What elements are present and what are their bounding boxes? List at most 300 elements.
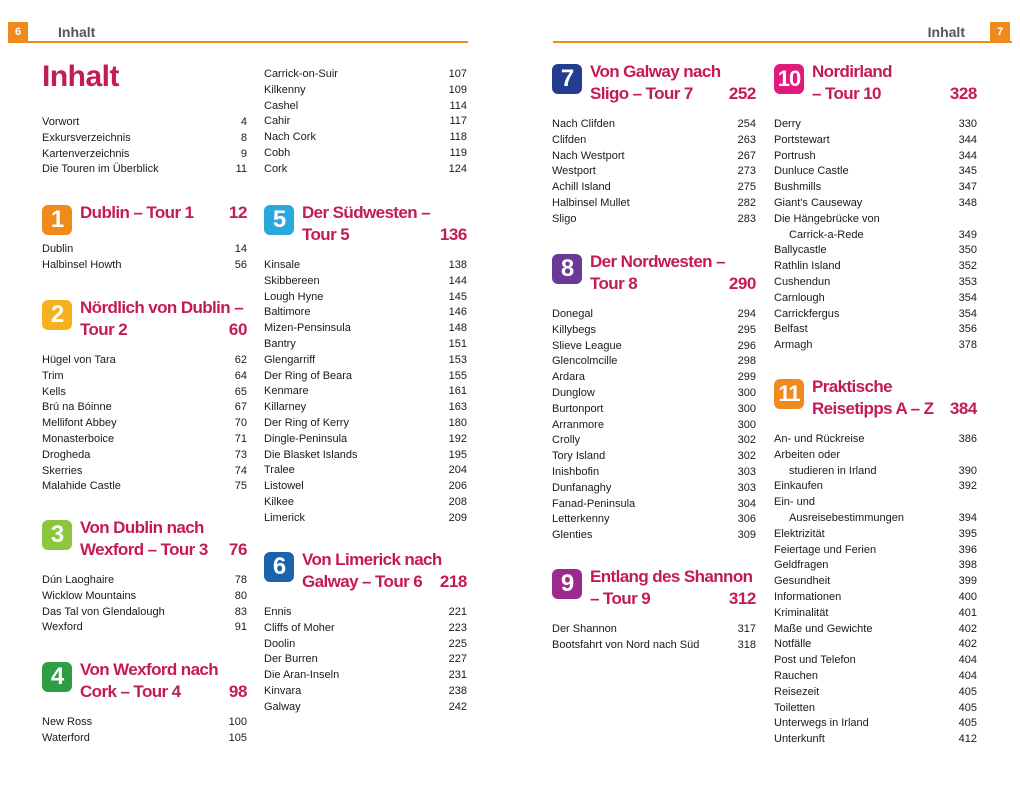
tour-number-badge: 10 bbox=[774, 64, 804, 94]
toc-entry bbox=[552, 637, 756, 653]
toc-entry-page: 153 bbox=[448, 353, 467, 366]
toc-entry-label: Mizen-Pensinsula bbox=[264, 322, 351, 335]
toc-entry-page: 146 bbox=[448, 306, 467, 319]
toc-entry-page: 283 bbox=[737, 212, 756, 225]
toc-entry-label: Die Hängebrücke von bbox=[774, 212, 880, 225]
toc-entry-label: Mellifont Abbey bbox=[42, 417, 117, 430]
toc-entry-label: Die Aran-Inseln bbox=[264, 669, 340, 682]
toc-entry bbox=[264, 336, 467, 352]
toc-entry bbox=[42, 431, 247, 447]
toc-entry bbox=[552, 163, 756, 179]
toc-entry-label: Donegal bbox=[552, 308, 593, 320]
toc-entry bbox=[774, 636, 977, 652]
toc-entry bbox=[552, 401, 756, 417]
toc-entry-label: Kinvara bbox=[264, 685, 302, 697]
toc-entry bbox=[774, 557, 977, 573]
toc-entry-page: 398 bbox=[958, 559, 977, 572]
toc-entry bbox=[264, 289, 467, 305]
toc-entry bbox=[552, 480, 756, 496]
toc-entry-label: Carnlough bbox=[774, 291, 825, 304]
tour-page-number: 218 bbox=[439, 572, 467, 591]
toc-entry-page: 306 bbox=[737, 513, 756, 526]
toc-entry-label: Dunglow bbox=[552, 387, 595, 399]
toc-entry-page: 399 bbox=[958, 575, 977, 588]
toc-entry bbox=[264, 636, 467, 652]
toc-entry-label: Hügel von Tara bbox=[42, 354, 116, 366]
toc-entry bbox=[552, 621, 756, 637]
toc-entry-label: Cahir bbox=[264, 115, 291, 128]
toc-entry-page: 4 bbox=[240, 116, 247, 128]
toc-entry bbox=[42, 572, 247, 588]
toc-entry-page: 344 bbox=[958, 149, 977, 162]
toc-entry bbox=[552, 306, 756, 322]
toc-entry-label: Slieve League bbox=[552, 339, 622, 352]
toc-entry-page: 83 bbox=[234, 605, 247, 618]
toc-entry-label: Der Burren bbox=[264, 653, 318, 666]
tour-title-line2: Galway – Tour 6 bbox=[302, 572, 423, 591]
tour-number-badge: 6 bbox=[264, 552, 294, 582]
tour-number-badge: 9 bbox=[552, 569, 582, 599]
toc-entry-page: 71 bbox=[234, 433, 247, 445]
toc-entry-page: 227 bbox=[448, 653, 467, 666]
toc-entry bbox=[264, 494, 467, 510]
toc-entry-label: Feiertage und Ferien bbox=[774, 543, 877, 556]
toc-entry-label: Galway bbox=[264, 700, 301, 713]
toc-entry bbox=[552, 148, 756, 164]
toc-entry bbox=[774, 163, 977, 179]
toc-entry bbox=[552, 338, 756, 354]
toc-entry-label: Killybegs bbox=[552, 323, 597, 336]
toc-entry bbox=[774, 242, 977, 258]
toc-entry-page: 298 bbox=[737, 355, 756, 368]
toc-entry-label: Giant's Causeway bbox=[774, 197, 863, 209]
toc-entry-page: 345 bbox=[958, 165, 977, 178]
tour-title-line2: Cork – Tour 4 bbox=[80, 682, 181, 701]
toc-entry bbox=[774, 684, 977, 700]
toc-entry-label: Carrick-on-Suir bbox=[264, 68, 338, 80]
toc-entry-label: Dún Laoghaire bbox=[42, 574, 115, 586]
toc-entry-label: Crolly bbox=[552, 434, 581, 447]
toc-entry-page: 263 bbox=[737, 133, 756, 146]
toc-entry bbox=[774, 621, 977, 637]
toc-entry-label: Bushmills bbox=[774, 181, 822, 194]
toc-entry-page: 282 bbox=[737, 197, 756, 209]
toc-entry-label: Ennis bbox=[264, 606, 292, 618]
toc-entry-label: Notfälle bbox=[774, 638, 812, 651]
toc-entry-page: 231 bbox=[448, 669, 467, 682]
tour-number-badge: 11 bbox=[774, 379, 804, 409]
toc-entry bbox=[264, 699, 467, 715]
toc-entry-page: 330 bbox=[958, 118, 977, 130]
toc-entry-label: Ein- und bbox=[774, 496, 815, 509]
toc-entry bbox=[42, 619, 247, 635]
toc-entry-page: 400 bbox=[958, 591, 977, 603]
toc-entry-page: 8 bbox=[240, 131, 247, 144]
toc-entry bbox=[42, 384, 247, 400]
toc-entry-page: 347 bbox=[958, 181, 977, 194]
toc-entry-label: Der Shannon bbox=[552, 623, 617, 635]
toc-entry-label: Achill Island bbox=[552, 181, 611, 194]
toc-entry-page: 294 bbox=[737, 308, 756, 320]
toc-entry bbox=[42, 146, 247, 162]
toc-entry bbox=[264, 113, 467, 129]
toc-entry-label: Kenmare bbox=[264, 385, 309, 398]
toc-entry-label: Kartenverzeichnis bbox=[42, 147, 130, 160]
toc-entry-page: 317 bbox=[737, 623, 756, 635]
toc-entry-page: 386 bbox=[958, 433, 977, 445]
toc-entry bbox=[264, 368, 467, 384]
toc-entry-page: 405 bbox=[958, 685, 977, 698]
toc-entry-label: Reisezeit bbox=[774, 685, 820, 698]
toc-entry bbox=[552, 211, 756, 227]
toc-entry-label: Der Ring of Beara bbox=[264, 369, 353, 382]
toc-entry-page: 405 bbox=[958, 701, 977, 714]
toc-entry bbox=[264, 683, 467, 699]
toc-entry-page: 221 bbox=[448, 606, 467, 618]
toc-entry bbox=[42, 257, 247, 273]
toc-entry-label: Ausreisebestimmungen bbox=[789, 512, 904, 524]
toc-entry-label: Fanad-Peninsula bbox=[552, 497, 636, 510]
toc-entry bbox=[774, 258, 977, 274]
tour-title-line1: Von Dublin nach bbox=[80, 518, 204, 537]
toc-entry-label: Unterwegs in Irland bbox=[774, 717, 869, 730]
right-header-rule bbox=[553, 41, 1012, 43]
toc-entry bbox=[774, 589, 977, 605]
toc-entry-label: Sligo bbox=[552, 212, 577, 225]
tour-title-line2: – Tour 9 bbox=[590, 589, 651, 608]
tour-page-number: 384 bbox=[949, 399, 977, 418]
toc-entry-label: Bantry bbox=[264, 338, 296, 350]
toc-entry-page: 275 bbox=[737, 181, 756, 194]
toc-entry bbox=[264, 667, 467, 683]
tour-title-line1: Nördlich von Dublin – bbox=[80, 298, 244, 317]
toc-entry bbox=[552, 385, 756, 401]
toc-entry bbox=[264, 383, 467, 399]
tour-number-badge: 2 bbox=[42, 300, 72, 330]
toc-entry bbox=[552, 496, 756, 512]
toc-entry bbox=[774, 573, 977, 589]
tour-page-number: 312 bbox=[728, 589, 756, 608]
toc-entry-label: Dunfanaghy bbox=[552, 481, 612, 494]
toc-entry bbox=[774, 274, 977, 290]
toc-entry-page: 302 bbox=[737, 434, 756, 447]
toc-entry-label: studieren in Irland bbox=[789, 464, 877, 477]
toc-entry bbox=[552, 417, 756, 433]
toc-entry-page: 206 bbox=[448, 480, 467, 493]
toc-entry-page: 304 bbox=[737, 497, 756, 510]
toc-entry-label: Kilkee bbox=[264, 496, 294, 508]
toc-entry-label: Die Blasket Islands bbox=[264, 448, 358, 461]
toc-entry-label: Halbinsel Mullet bbox=[552, 197, 630, 209]
toc-entry-page: 195 bbox=[448, 448, 467, 461]
toc-entry-label: Westport bbox=[552, 165, 596, 178]
toc-entry bbox=[552, 116, 756, 132]
toc-entry-label: Kells bbox=[42, 385, 66, 398]
toc-entry-label: Arranmore bbox=[552, 418, 604, 431]
toc-entry-label: Glenties bbox=[552, 529, 593, 542]
tour-page-number: 98 bbox=[228, 682, 247, 701]
toc-entry-label: Lough Hyne bbox=[264, 290, 324, 303]
tour-number-badge: 1 bbox=[42, 205, 72, 235]
tour-title-line1: Der Südwesten – bbox=[302, 203, 430, 222]
toc-entry bbox=[264, 161, 467, 177]
toc-entry bbox=[42, 588, 247, 604]
tour-title-line1: Entlang des Shannon bbox=[590, 567, 753, 586]
toc-entry-label: Cashel bbox=[264, 99, 299, 112]
toc-entry-label: Limerick bbox=[264, 511, 305, 524]
toc-entry-page: 296 bbox=[737, 339, 756, 352]
toc-entry-label: Skerries bbox=[42, 464, 83, 477]
toc-entry bbox=[42, 730, 247, 746]
toc-entry-label: Tory Island bbox=[552, 450, 606, 463]
toc-entry-page: 378 bbox=[958, 339, 977, 352]
toc-entry bbox=[774, 306, 977, 322]
toc-entry-page: 392 bbox=[958, 480, 977, 493]
toc-entry-label: Bootsfahrt von Nord nach Süd bbox=[552, 638, 700, 651]
toc-entry-page: 75 bbox=[234, 480, 247, 493]
toc-entry bbox=[42, 114, 247, 130]
tour-page-number: 328 bbox=[949, 84, 977, 103]
toc-entry-label: Informationen bbox=[774, 591, 842, 603]
toc-entry-label: Vorwort bbox=[42, 116, 80, 128]
toc-entry-page: 14 bbox=[234, 243, 247, 255]
toc-entry bbox=[774, 526, 977, 542]
toc-entry-page: 161 bbox=[448, 385, 467, 398]
left-header-rule bbox=[8, 41, 468, 43]
toc-entry-label: Gesundheit bbox=[774, 575, 831, 588]
tour-title-line1: Praktische bbox=[812, 377, 892, 396]
toc-entry-label: Trim bbox=[42, 369, 64, 382]
tour-title-line2: Tour 8 bbox=[590, 274, 638, 293]
toc-entry-page: 74 bbox=[234, 464, 247, 477]
toc-entry-page: 309 bbox=[737, 529, 756, 542]
toc-entry-label: Halbinsel Howth bbox=[42, 258, 122, 271]
toc-entry-page: 9 bbox=[240, 147, 247, 160]
toc-entry-page: 180 bbox=[448, 417, 467, 429]
toc-entry bbox=[42, 130, 247, 146]
toc-entry bbox=[264, 478, 467, 494]
tour-title-line1: Nordirland bbox=[812, 62, 892, 81]
toc-entry bbox=[264, 415, 467, 431]
tour-title-line2: – Tour 10 bbox=[812, 84, 881, 103]
toc-entry-label: Waterford bbox=[42, 731, 90, 744]
toc-entry bbox=[264, 66, 467, 82]
toc-entry-page: 223 bbox=[448, 621, 467, 634]
tour-title-line1: Der Nordwesten – bbox=[590, 252, 725, 271]
toc-entry-label: Belfast bbox=[774, 323, 808, 336]
toc-entry-page: 348 bbox=[958, 197, 977, 209]
toc-entry-page: 242 bbox=[448, 700, 467, 713]
toc-entry-page: 105 bbox=[228, 731, 247, 744]
toc-entry-label: Post und Telefon bbox=[774, 654, 856, 667]
tour-title-line2: Sligo – Tour 7 bbox=[590, 84, 693, 103]
tour-title-line2: Reisetipps A – Z bbox=[812, 399, 934, 418]
toc-entry-label: Carrick-a-Rede bbox=[789, 228, 864, 241]
toc-entry-label: Der Ring of Kerry bbox=[264, 417, 349, 429]
tour-page-number: 60 bbox=[228, 320, 247, 339]
toc-entry bbox=[42, 447, 247, 463]
toc-entry bbox=[264, 352, 467, 368]
toc-entry-label: Unterkunft bbox=[774, 733, 825, 746]
toc-entry-page: 124 bbox=[448, 162, 467, 175]
toc-entry-page: 273 bbox=[737, 165, 756, 178]
toc-entry-page: 318 bbox=[737, 638, 756, 651]
tour-title-line1: Von Limerick nach bbox=[302, 550, 442, 569]
toc-entry bbox=[774, 494, 977, 510]
toc-entry bbox=[774, 211, 977, 227]
toc-entry bbox=[264, 273, 467, 289]
toc-entry-page: 145 bbox=[448, 290, 467, 303]
tour-title-line1: Dublin – Tour 1 bbox=[80, 203, 194, 222]
toc-entry-label: Letterkenny bbox=[552, 513, 610, 526]
toc-entry bbox=[264, 604, 467, 620]
toc-entry-page: 144 bbox=[448, 274, 467, 287]
toc-entry bbox=[264, 145, 467, 161]
toc-entry bbox=[264, 431, 467, 447]
toc-entry-page: 208 bbox=[448, 496, 467, 508]
toc-entry bbox=[774, 605, 977, 621]
toc-entry-label: Nach Clifden bbox=[552, 118, 615, 130]
toc-entry-page: 100 bbox=[228, 716, 247, 728]
left-page-number: 6 bbox=[8, 22, 28, 42]
toc-entry-label: Dingle-Peninsula bbox=[264, 432, 348, 445]
toc-entry bbox=[774, 195, 977, 211]
toc-entry bbox=[774, 337, 977, 353]
toc-entry bbox=[552, 195, 756, 211]
toc-entry-page: 204 bbox=[448, 464, 467, 477]
toc-entry-page: 303 bbox=[737, 466, 756, 478]
tour-title-line2: Tour 5 bbox=[302, 225, 350, 244]
toc-entry-page: 78 bbox=[234, 574, 247, 586]
toc-entry-page: 352 bbox=[958, 260, 977, 273]
toc-entry bbox=[42, 241, 247, 257]
toc-entry-page: 344 bbox=[958, 133, 977, 146]
toc-entry-page: 412 bbox=[958, 733, 977, 746]
toc-entry-page: 118 bbox=[449, 131, 467, 144]
toc-entry bbox=[42, 604, 247, 620]
toc-entry-label: Rathlin Island bbox=[774, 260, 841, 273]
tour-page-number: 76 bbox=[228, 540, 247, 559]
toc-entry bbox=[774, 148, 977, 164]
toc-entry-label: Arbeiten oder bbox=[774, 448, 841, 461]
toc-entry-label: Dublin bbox=[42, 243, 74, 255]
toc-entry-label: Cork bbox=[264, 162, 288, 175]
toc-entry-page: 91 bbox=[234, 621, 247, 634]
toc-entry-page: 209 bbox=[448, 511, 467, 524]
toc-entry-label: Monasterboice bbox=[42, 433, 115, 445]
toc-entry bbox=[42, 368, 247, 384]
toc-entry bbox=[774, 478, 977, 494]
toc-entry bbox=[42, 161, 247, 177]
toc-entry bbox=[264, 98, 467, 114]
toc-entry bbox=[774, 668, 977, 684]
toc-entry bbox=[552, 527, 756, 543]
toc-entry bbox=[42, 463, 247, 479]
toc-entry-label: Geldfragen bbox=[774, 559, 829, 572]
toc-entry bbox=[264, 304, 467, 320]
toc-entry bbox=[552, 322, 756, 338]
right-running-header: Inhalt bbox=[927, 24, 965, 40]
toc-entry-label: Derry bbox=[774, 118, 801, 130]
tour-number-badge: 5 bbox=[264, 205, 294, 235]
toc-entry-page: 192 bbox=[448, 432, 467, 445]
toc-entry bbox=[774, 179, 977, 195]
toc-entry-page: 295 bbox=[737, 323, 756, 336]
toc-entry bbox=[42, 399, 247, 415]
toc-entry bbox=[774, 510, 977, 526]
toc-entry bbox=[774, 700, 977, 716]
toc-entry bbox=[264, 447, 467, 463]
toc-entry bbox=[774, 652, 977, 668]
toc-entry bbox=[774, 542, 977, 558]
toc-entry-label: Doolin bbox=[264, 637, 296, 650]
toc-entry-page: 405 bbox=[958, 717, 977, 730]
toc-entry-label: New Ross bbox=[42, 716, 93, 728]
right-page-number: 7 bbox=[990, 22, 1010, 42]
toc-entry-label: Elektrizität bbox=[774, 527, 825, 540]
toc-entry bbox=[552, 511, 756, 527]
toc-entry-label: Cobh bbox=[264, 147, 291, 159]
toc-entry-label: Glencolmcille bbox=[552, 355, 618, 368]
toc-entry-label: Wicklow Mountains bbox=[42, 589, 137, 602]
toc-entry-label: Burtonport bbox=[552, 402, 604, 415]
tour-title-line2: Tour 2 bbox=[80, 320, 128, 339]
toc-entry-page: 402 bbox=[958, 622, 977, 635]
toc-entry-page: 303 bbox=[737, 481, 756, 494]
toc-entry-label: Die Touren im Überblick bbox=[42, 163, 159, 176]
toc-entry-label: Cushendun bbox=[774, 276, 831, 288]
toc-entry bbox=[552, 353, 756, 369]
toc-entry-page: 267 bbox=[737, 149, 756, 162]
toc-entry-page: 70 bbox=[234, 417, 247, 430]
toc-entry bbox=[552, 132, 756, 148]
toc-entry-label: Cliffs of Moher bbox=[264, 621, 335, 634]
toc-entry-label: Inishbofin bbox=[552, 466, 600, 478]
toc-entry bbox=[264, 82, 467, 98]
toc-entry-label: Ardara bbox=[552, 371, 586, 384]
toc-entry bbox=[774, 731, 977, 747]
tour-page-number: 136 bbox=[439, 225, 467, 244]
toc-entry bbox=[774, 715, 977, 731]
toc-entry-page: 302 bbox=[737, 450, 756, 463]
toc-entry bbox=[264, 399, 467, 415]
toc-entry-label: Carrickfergus bbox=[774, 307, 840, 320]
toc-entry-page: 117 bbox=[449, 115, 467, 128]
toc-entry-label: Nach Westport bbox=[552, 149, 625, 162]
toc-entry-label: Wexford bbox=[42, 621, 83, 634]
toc-entry-page: 148 bbox=[448, 322, 467, 335]
tour-title-line2: Wexford – Tour 3 bbox=[80, 540, 208, 559]
toc-entry-page: 396 bbox=[958, 543, 977, 556]
toc-entry bbox=[42, 714, 247, 730]
toc-entry-label: Clifden bbox=[552, 133, 587, 146]
tour-number-badge: 8 bbox=[552, 254, 582, 284]
toc-entry bbox=[264, 510, 467, 526]
toc-entry bbox=[264, 620, 467, 636]
toc-entry-page: 354 bbox=[958, 291, 977, 304]
toc-entry bbox=[552, 448, 756, 464]
toc-entry-page: 254 bbox=[737, 118, 756, 130]
toc-entry-page: 356 bbox=[958, 323, 977, 336]
toc-entry-page: 354 bbox=[958, 307, 977, 320]
toc-entry bbox=[774, 431, 977, 447]
toc-entry-page: 64 bbox=[234, 369, 247, 382]
toc-entry-page: 155 bbox=[448, 369, 467, 382]
toc-entry-label: Listowel bbox=[264, 480, 304, 493]
toc-entry-page: 62 bbox=[234, 354, 247, 366]
toc-entry-label: An- und Rückreise bbox=[774, 433, 865, 445]
toc-entry bbox=[42, 415, 247, 431]
